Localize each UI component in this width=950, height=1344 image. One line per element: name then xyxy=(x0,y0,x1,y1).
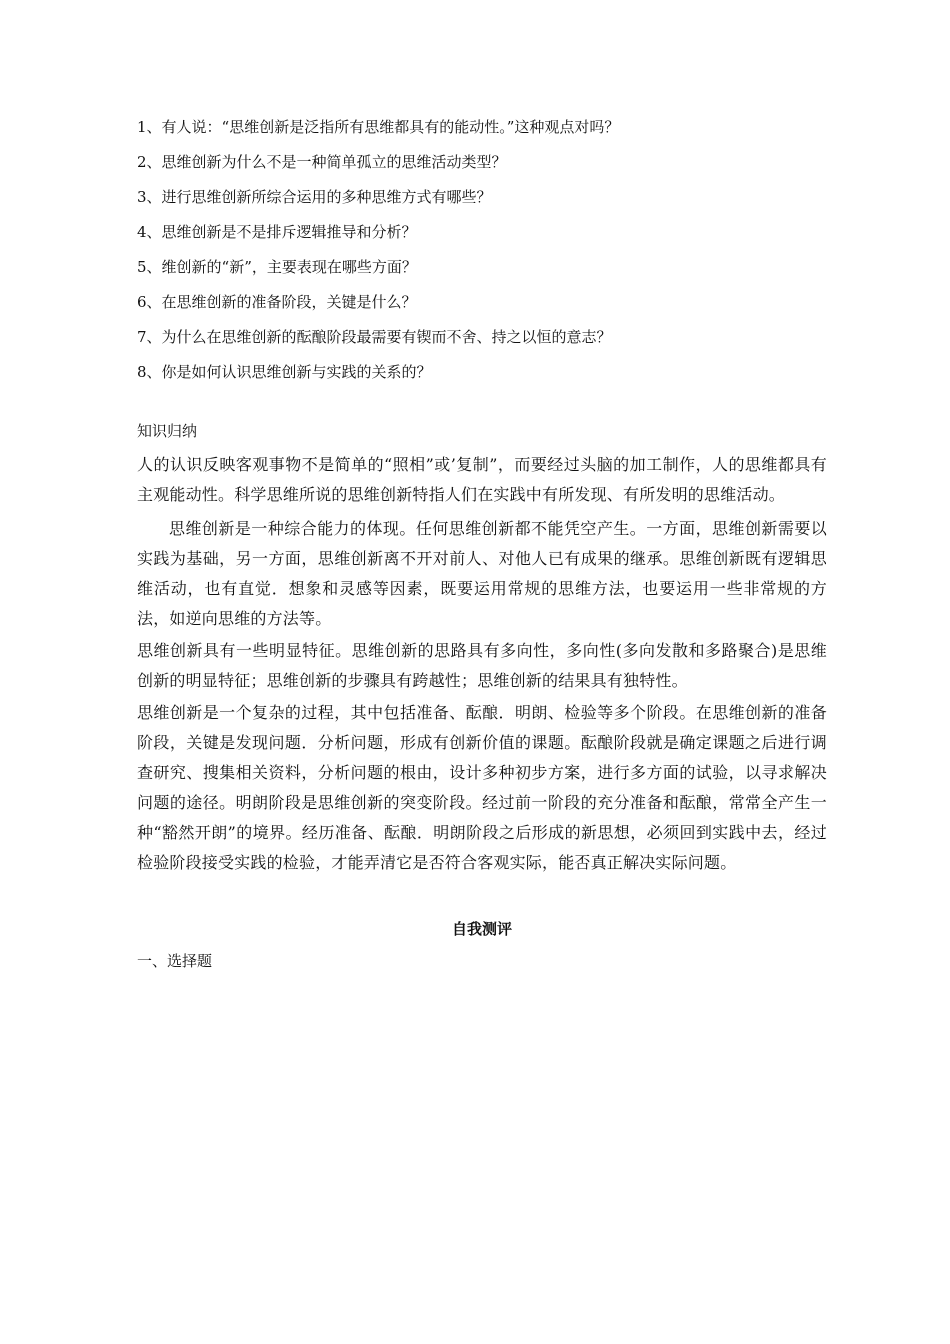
question-list xyxy=(137,118,827,381)
question-7: 7、为什么在思维创新的酝酿阶段最需要有锲而不舍、持之以恒的意志？ xyxy=(137,328,612,346)
question-8: 8、你是如何认识思维创新与实践的关系的？ xyxy=(137,363,432,381)
question-1: 1、有人说：“思维创新是泛指所有思维都具有的能动性。”这种观点对吗？ xyxy=(137,118,620,136)
question-3: 3、进行思维创新所综合运用的多种思维方式有哪些？ xyxy=(137,188,492,206)
document-page xyxy=(137,118,827,970)
summary-paragraph-1: 人的认识反映客观事物不是简单的“照相”或’复制”，而要经过头脑的加工制作，人的思维都具有主观能动性。科学思维所说的思维创新特指人们在实践中有所发现、有所发明的思维活动。 xyxy=(137,455,827,504)
summary-paragraph-2: 思维创新是一种综合能力的体现。任何思维创新都不能凭空产生。一方面，思维创新需要以实践为基础，另一方面，思维创新离不开对前人、对他人已有成果的继承。思维创新既有逻辑思维活动，也有直觉．想象和灵感等因素，既要运用常规的思维方法，也要运用一些非常规的方法，如逆向思维的方法等。 xyxy=(137,519,827,628)
summary-paragraph-3: 思维创新具有一些明显特征。思维创新的思路具有多向性，多向性(多向发散和多路聚合)是思维创新的明显特征；思维创新的步骤具有跨越性；思维创新的结果具有独特性。 xyxy=(137,641,827,690)
question-4: 4、思维创新是不是排斥逻辑推导和分析？ xyxy=(137,223,417,241)
question-6: 6、在思维创新的准备阶段，关键是什么？ xyxy=(137,293,417,311)
self-test-title: 自我测评 xyxy=(451,920,512,938)
summary-title: 知识归纳 xyxy=(137,422,198,440)
section-choice-questions: 一、选择题 xyxy=(137,952,213,970)
question-5: 5、维创新的“新”，主要表现在哪些方面？ xyxy=(137,258,417,276)
question-2: 2、思维创新为什么不是一种简单孤立的思维活动类型？ xyxy=(137,153,507,171)
summary-paragraph-4: 思维创新是一个复杂的过程，其中包括准备、酝酿．明朗、检验等多个阶段。在思维创新的准备阶段，关键是发现问题．分析问题，形成有创新价值的课题。酝酿阶段就是确定课题之后进行调查研究、搜集相关资料，分析问题的根由，设计多种初步方案，进行多方面的试验，以寻求解决问题的途径。明朗阶段是思维创新的突变阶段。经过前一阶段的充分准备和酝酿，常常全产生一种“豁然开朗”的境界。经历准备、酝酿．明朗阶段之后形成的新思想，必须回到实践中去，经过检验阶段接受实践的检验，才能弄清它是否符合客观实际，能否真正解决实际问题。 xyxy=(137,703,827,872)
